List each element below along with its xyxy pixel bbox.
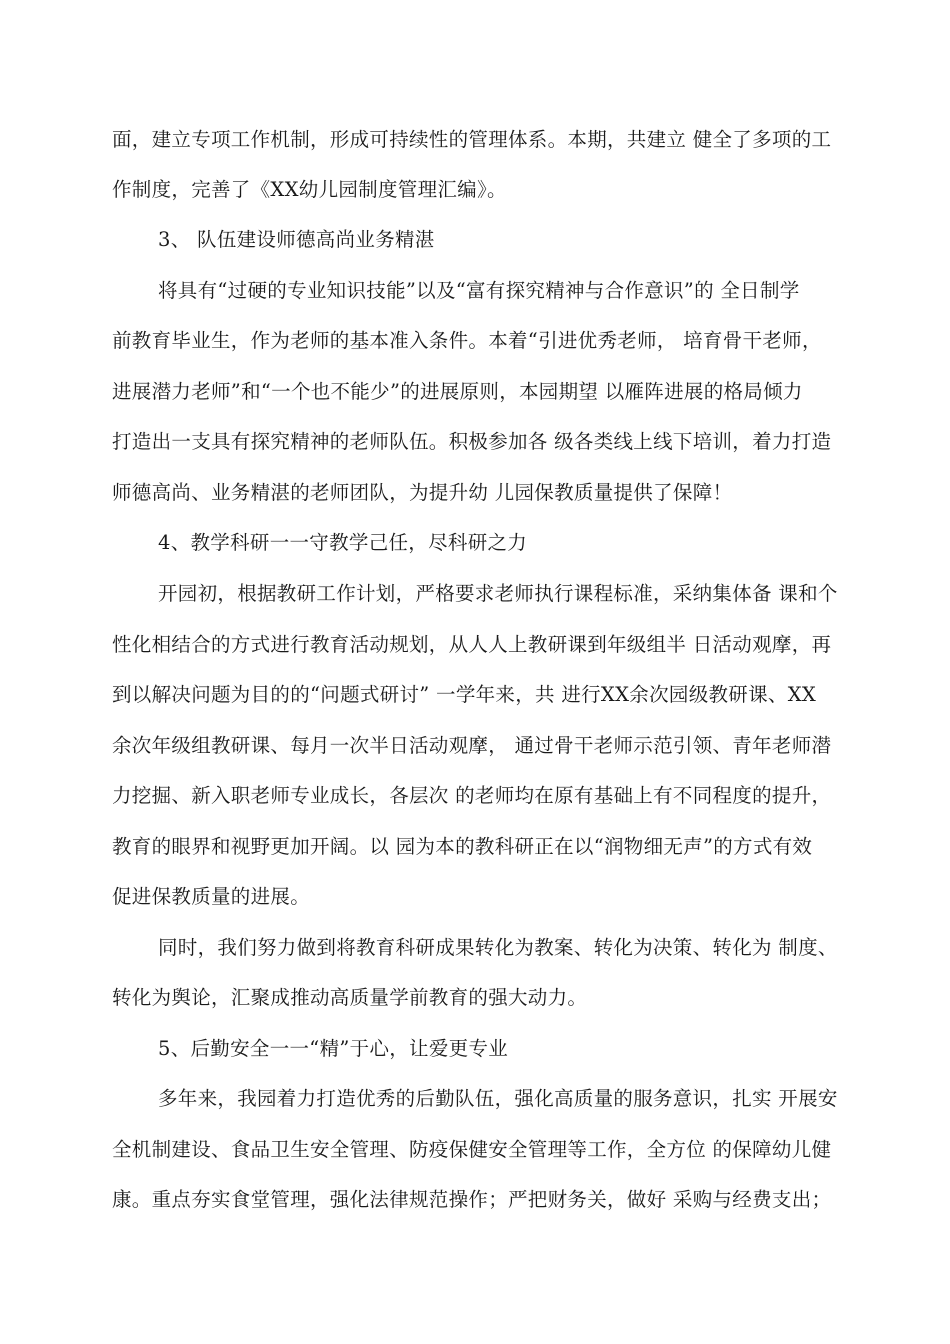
- paragraph-line: 将具有“过硬的专业知识技能”以及“富有探究精神与合作意识”的 全日制学: [158, 279, 800, 302]
- paragraph-line: 促进保教质量的进展。: [112, 885, 311, 908]
- section-heading-3: 3、 队伍建设师德高尚业务精湛: [158, 228, 435, 251]
- paragraph-line: 转化为舆论，汇聚成推动高质量学前教育的强大动力。: [112, 986, 588, 1009]
- paragraph-line: 前教育毕业生，作为老师的基本准入条件。本着“引进优秀老师， 培育骨干老师，: [112, 329, 822, 352]
- paragraph-line: 师德高尚、业务精湛的老师团队，为提升幼 儿园保教质量提供了保障！: [112, 481, 733, 504]
- paragraph-line: 康。重点夯实食堂管理，强化法律规范操作；严把财务关，做好 采购与经费支出；: [112, 1188, 832, 1211]
- paragraph-line: 全机制建设、食品卫生安全管理、防疫保健安全管理等工作，全方位 的保障幼儿健: [112, 1138, 832, 1161]
- paragraph-line: 余次年级组教研课、每月一次半日活动观摩， 通过骨干老师示范引领、青年老师潜: [112, 734, 832, 757]
- section-heading-4: 4、教学科研一一守教学己任，尽科研之力: [158, 531, 528, 554]
- paragraph-line: 力挖掘、新入职老师专业成长，各层次 的老师均在原有基础上有不同程度的提升，: [112, 784, 832, 807]
- paragraph-line: 到以解决问题为目的的“问题式研讨” 一学年来，共 进行XX余次园级教研课、XX: [112, 683, 817, 706]
- paragraph-line: 进展潜力老师”和“一个也不能少”的进展原则，本园期望 以雁阵进展的格局倾力: [112, 380, 803, 403]
- paragraph-line: 教育的眼界和视野更加开阔。以 园为本的教科研正在以“润物细无声”的方式有效: [112, 835, 813, 858]
- paragraph-line: 开园初，根据教研工作计划，严格要求老师执行课程标准，采纳集体备 课和个: [158, 582, 838, 605]
- paragraph-line: 面，建立专项工作机制，形成可持续性的管理体系。本期，共建立 健全了多项的工: [112, 128, 832, 151]
- paragraph-line: 多年来，我园着力打造优秀的后勤队伍，强化高质量的服务意识，扎实 开展安: [158, 1087, 838, 1110]
- paragraph-line: 打造出一支具有探究精神的老师队伍。积极参加各 级各类线上线下培训，着力打造: [112, 430, 832, 453]
- paragraph-line: 同时，我们努力做到将教育科研成果转化为教案、转化为决策、转化为 制度、: [158, 936, 838, 959]
- paragraph-line: 性化相结合的方式进行教育活动规划，从人人上教研课到年级组半 日活动观摩，再: [112, 633, 832, 656]
- section-heading-5: 5、后勤安全一一“精”于心，让爱更专业: [158, 1037, 509, 1060]
- paragraph-line: 作制度，完善了《XX幼儿园制度管理汇编》。: [112, 178, 507, 201]
